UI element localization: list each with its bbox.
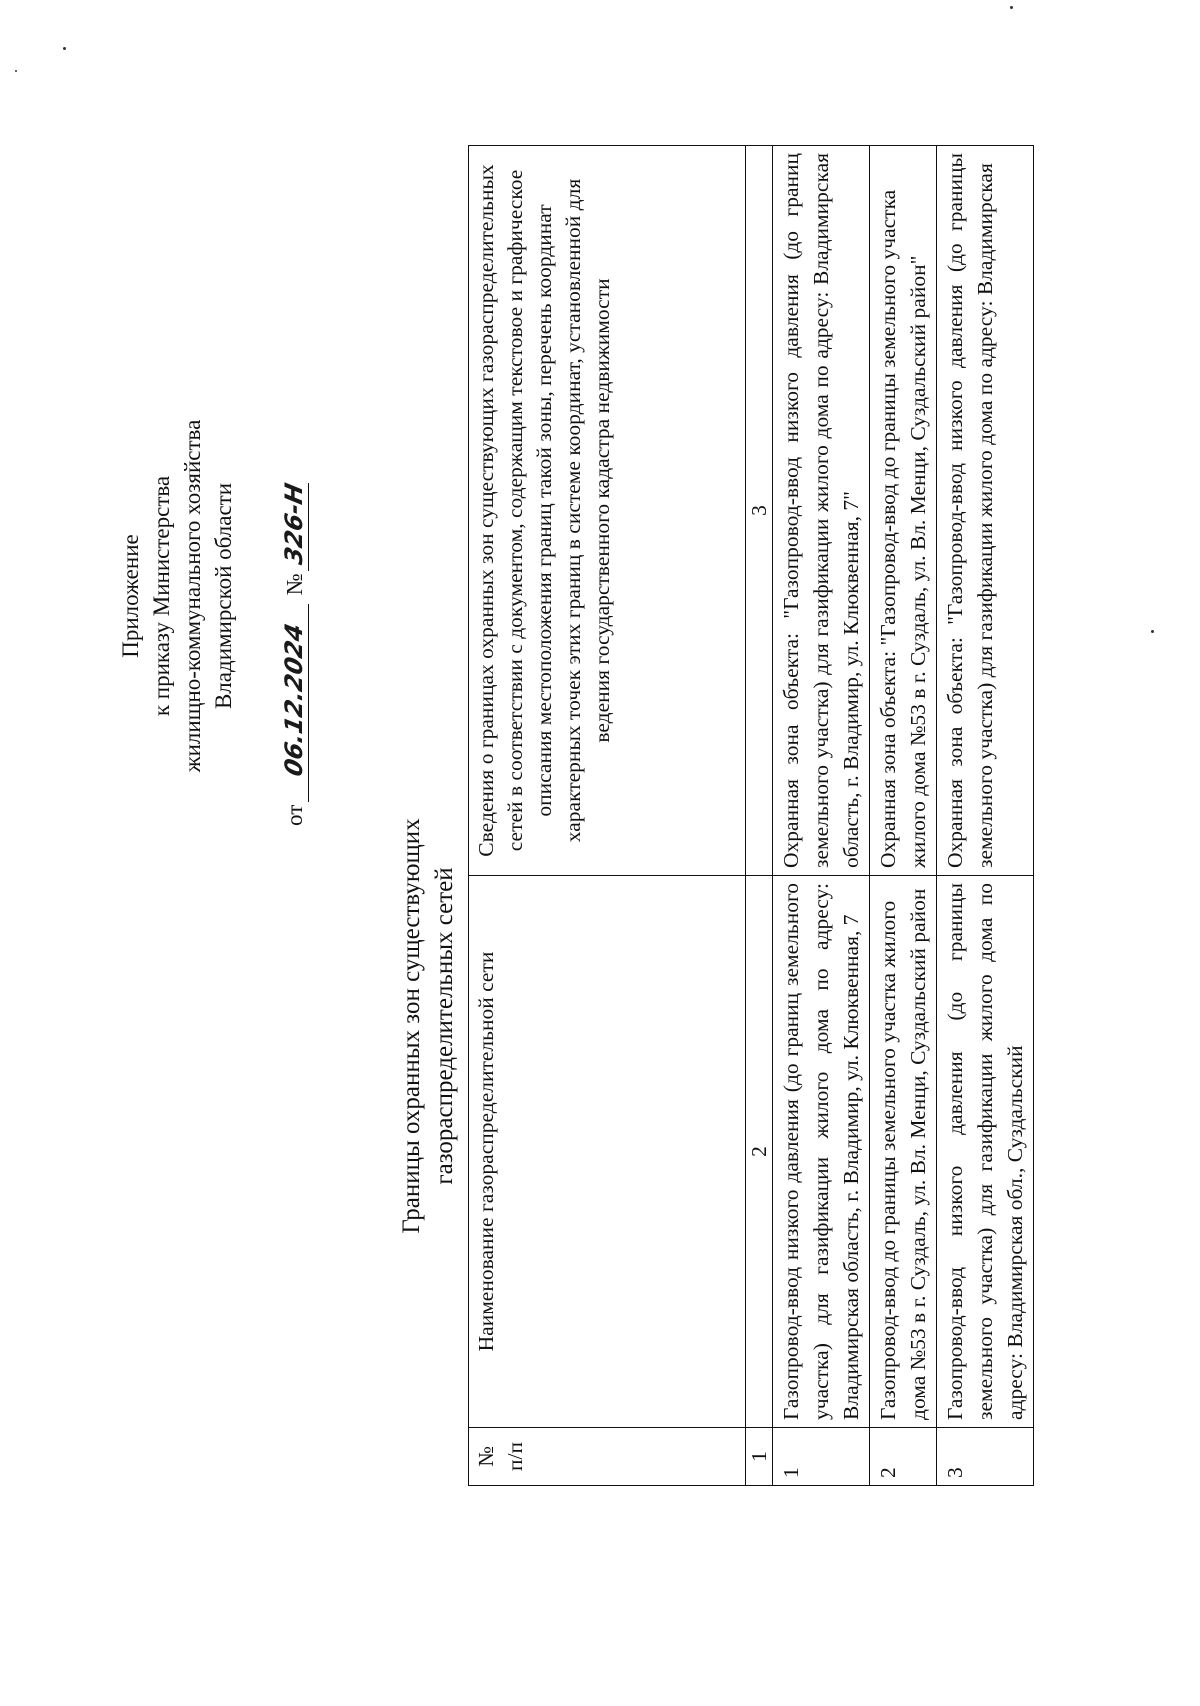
table-row — [937, 146, 1034, 1486]
column-number-3: 3 — [746, 146, 773, 876]
row-number: 1 — [773, 1428, 870, 1486]
column-number-1: 1 — [746, 1428, 773, 1486]
row-zone-info: Охранная зона объекта: "Газопровод-ввод до границы земельного участка жилого дома №53 в г. Суздаль, ул. Вл. Менци, Суздальский район" — [870, 146, 937, 876]
table-row — [870, 146, 937, 1486]
row-zone-info: Охранная зона объекта: "Газопровод-ввод низкого давления (до границ земельного участка) для газификации жилого дома по адресу: Владимирская область, г. Владимир, ул. Клюквенная, 7" — [773, 146, 870, 876]
appendix-line-2: к приказу Министерства — [149, 475, 174, 717]
row-network-name: Газопровод-ввод низкого давления (до границ земельного участка) для газификации жилого дома по адресу: Владимирская область, г. Владимир, ул. Клюквенная, 7 — [773, 876, 870, 1428]
header-zone-info: Сведения о границах охранных зон существующих газораспределительных сетей в соответствии с документом, содержащим текстовое и графическое описания местоположения границ такой зоны, перечень координат характерных точек этих границ в системе координат, установленной для ведения государственного кадастра недвижимости — [469, 146, 746, 876]
row-network-name: Газопровод-ввод до границы земельного участка жилого дома №53 в г. Суздаль, ул. Вл. Менци, Суздальский район — [870, 876, 937, 1428]
header-number: № п/п — [469, 1428, 746, 1486]
row-number: 3 — [937, 1428, 1034, 1486]
table-row — [773, 146, 870, 1486]
handwritten-number: 326-Н — [280, 476, 309, 570]
document-heading — [395, 646, 461, 1406]
handwritten-date: 06.12.2024 — [280, 598, 309, 802]
appendix-title: Приложение — [118, 534, 143, 658]
row-number: 2 — [870, 1428, 937, 1486]
appendix-block — [115, 386, 239, 806]
heading-line-1: Границы охранных зон существующих — [398, 818, 425, 1234]
heading-line-2: газораспределительных сетей — [431, 867, 458, 1185]
column-number-2: 2 — [746, 876, 773, 1428]
number-prefix: № — [282, 573, 307, 596]
header-network-name: Наименование газораспределительной сети — [469, 876, 746, 1428]
row-zone-info: Охранная зона объекта: "Газопровод-ввод низкого давления (до границы земельного участка) для газификации жилого дома по адресу: Владимирская — [937, 146, 1034, 876]
appendix-line-3: жилищно-коммунального хозяйства — [180, 419, 205, 773]
table-header-row — [469, 146, 746, 1486]
zones-table — [468, 145, 1034, 1486]
appendix-line-4: Владимирской области — [211, 482, 236, 710]
date-prefix: от — [282, 804, 307, 826]
order-date-number-line — [280, 306, 309, 826]
column-numbers-row — [746, 146, 773, 1486]
row-network-name: Газопровод-ввод низкого давления (до границы земельного участка) для газификации жилого дома по адресу: Владимирская обл., Суздальский — [937, 876, 1034, 1428]
